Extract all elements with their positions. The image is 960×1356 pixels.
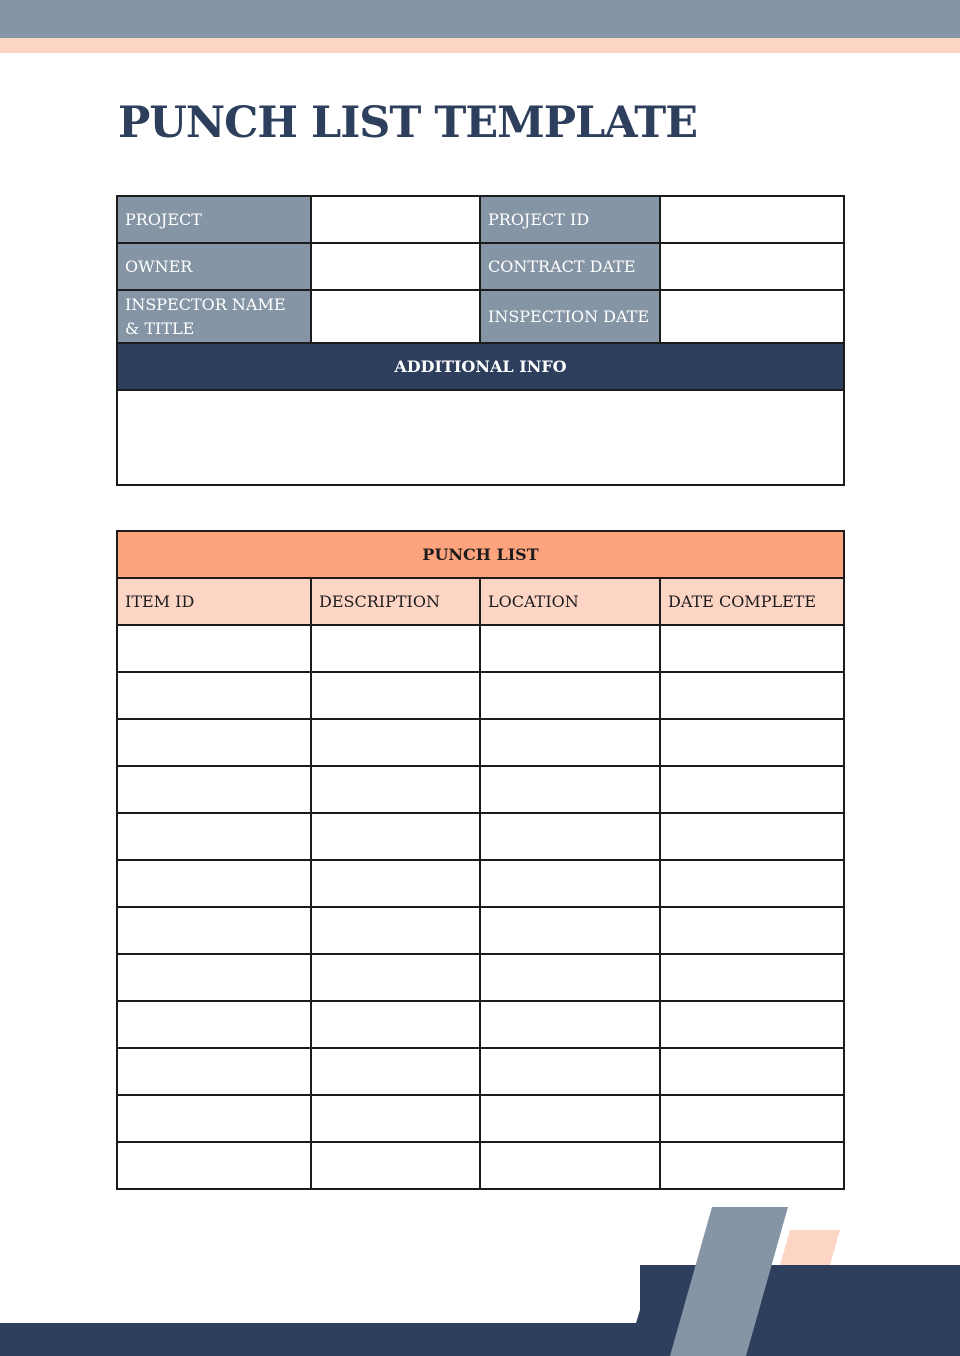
column-header-location: LOCATION xyxy=(480,578,660,625)
date-complete-cell[interactable] xyxy=(660,907,844,954)
date-complete-cell[interactable] xyxy=(660,1095,844,1142)
location-cell[interactable] xyxy=(480,954,660,1001)
location-cell[interactable] xyxy=(480,813,660,860)
decorative-peach-parallelogram xyxy=(780,1230,840,1265)
project-field[interactable] xyxy=(311,196,480,243)
info-row-inspector xyxy=(117,290,844,343)
page-title: PUNCH LIST TEMPLATE xyxy=(118,98,698,148)
date-complete-cell[interactable] xyxy=(660,1001,844,1048)
description-cell[interactable] xyxy=(311,1095,480,1142)
item-id-cell[interactable] xyxy=(117,719,311,766)
table-row xyxy=(117,1142,844,1189)
item-id-cell[interactable] xyxy=(117,907,311,954)
description-cell[interactable] xyxy=(311,860,480,907)
location-cell[interactable] xyxy=(480,860,660,907)
description-cell[interactable] xyxy=(311,954,480,1001)
description-cell[interactable] xyxy=(311,1001,480,1048)
description-cell[interactable] xyxy=(311,813,480,860)
location-cell[interactable] xyxy=(480,625,660,672)
column-header-item-id: ITEM ID xyxy=(117,578,311,625)
date-complete-cell[interactable] xyxy=(660,719,844,766)
column-header-description: DESCRIPTION xyxy=(311,578,480,625)
description-cell[interactable] xyxy=(311,907,480,954)
item-id-cell[interactable] xyxy=(117,766,311,813)
additional-info-field[interactable] xyxy=(117,390,844,485)
inspection-date-label: INSPECTION DATE xyxy=(480,290,660,343)
table-row xyxy=(117,1001,844,1048)
contract-date-field[interactable] xyxy=(660,243,844,290)
owner-label: OWNER xyxy=(117,243,311,290)
item-id-cell[interactable] xyxy=(117,954,311,1001)
item-id-cell[interactable] xyxy=(117,813,311,860)
description-cell[interactable] xyxy=(311,1142,480,1189)
location-cell[interactable] xyxy=(480,672,660,719)
date-complete-cell[interactable] xyxy=(660,625,844,672)
date-complete-cell[interactable] xyxy=(660,1142,844,1189)
table-row xyxy=(117,907,844,954)
top-decorative-stripe xyxy=(0,38,960,53)
project-id-label: PROJECT ID xyxy=(480,196,660,243)
table-row xyxy=(117,1048,844,1095)
item-id-cell[interactable] xyxy=(117,1001,311,1048)
bottom-decorative-band xyxy=(0,1323,640,1356)
project-info-table xyxy=(116,195,845,486)
location-cell[interactable] xyxy=(480,1095,660,1142)
location-cell[interactable] xyxy=(480,907,660,954)
table-row xyxy=(117,860,844,907)
info-row-owner xyxy=(117,243,844,290)
table-row xyxy=(117,813,844,860)
date-complete-cell[interactable] xyxy=(660,1048,844,1095)
column-header-date-complete: DATE COMPLETE xyxy=(660,578,844,625)
top-decorative-band xyxy=(0,0,960,38)
table-row xyxy=(117,766,844,813)
item-id-cell[interactable] xyxy=(117,672,311,719)
date-complete-cell[interactable] xyxy=(660,954,844,1001)
additional-info-header-row xyxy=(117,343,844,390)
inspector-field[interactable] xyxy=(311,290,480,343)
table-row xyxy=(117,954,844,1001)
description-cell[interactable] xyxy=(311,1048,480,1095)
table-row xyxy=(117,719,844,766)
location-cell[interactable] xyxy=(480,1001,660,1048)
table-row xyxy=(117,1095,844,1142)
inspector-label: INSPECTOR NAME & TITLE xyxy=(117,290,311,343)
date-complete-cell[interactable] xyxy=(660,813,844,860)
item-id-cell[interactable] xyxy=(117,625,311,672)
punch-list-column-headers xyxy=(117,578,844,625)
inspection-date-field[interactable] xyxy=(660,290,844,343)
item-id-cell[interactable] xyxy=(117,1142,311,1189)
date-complete-cell[interactable] xyxy=(660,860,844,907)
location-cell[interactable] xyxy=(480,719,660,766)
description-cell[interactable] xyxy=(311,719,480,766)
punch-list-rows xyxy=(117,625,844,1189)
date-complete-cell[interactable] xyxy=(660,672,844,719)
project-id-field[interactable] xyxy=(660,196,844,243)
punch-list-heading-row xyxy=(117,531,844,578)
info-row-project xyxy=(117,196,844,243)
description-cell[interactable] xyxy=(311,625,480,672)
additional-info-heading: ADDITIONAL INFO xyxy=(117,343,844,390)
description-cell[interactable] xyxy=(311,672,480,719)
project-label: PROJECT xyxy=(117,196,311,243)
item-id-cell[interactable] xyxy=(117,860,311,907)
location-cell[interactable] xyxy=(480,1048,660,1095)
date-complete-cell[interactable] xyxy=(660,766,844,813)
contract-date-label: CONTRACT DATE xyxy=(480,243,660,290)
item-id-cell[interactable] xyxy=(117,1095,311,1142)
table-row xyxy=(117,625,844,672)
location-cell[interactable] xyxy=(480,1142,660,1189)
punch-list-table xyxy=(116,530,845,1190)
description-cell[interactable] xyxy=(311,766,480,813)
location-cell[interactable] xyxy=(480,766,660,813)
item-id-cell[interactable] xyxy=(117,1048,311,1095)
table-row xyxy=(117,672,844,719)
additional-info-body-row xyxy=(117,390,844,485)
owner-field[interactable] xyxy=(311,243,480,290)
punch-list-heading: PUNCH LIST xyxy=(117,531,844,578)
